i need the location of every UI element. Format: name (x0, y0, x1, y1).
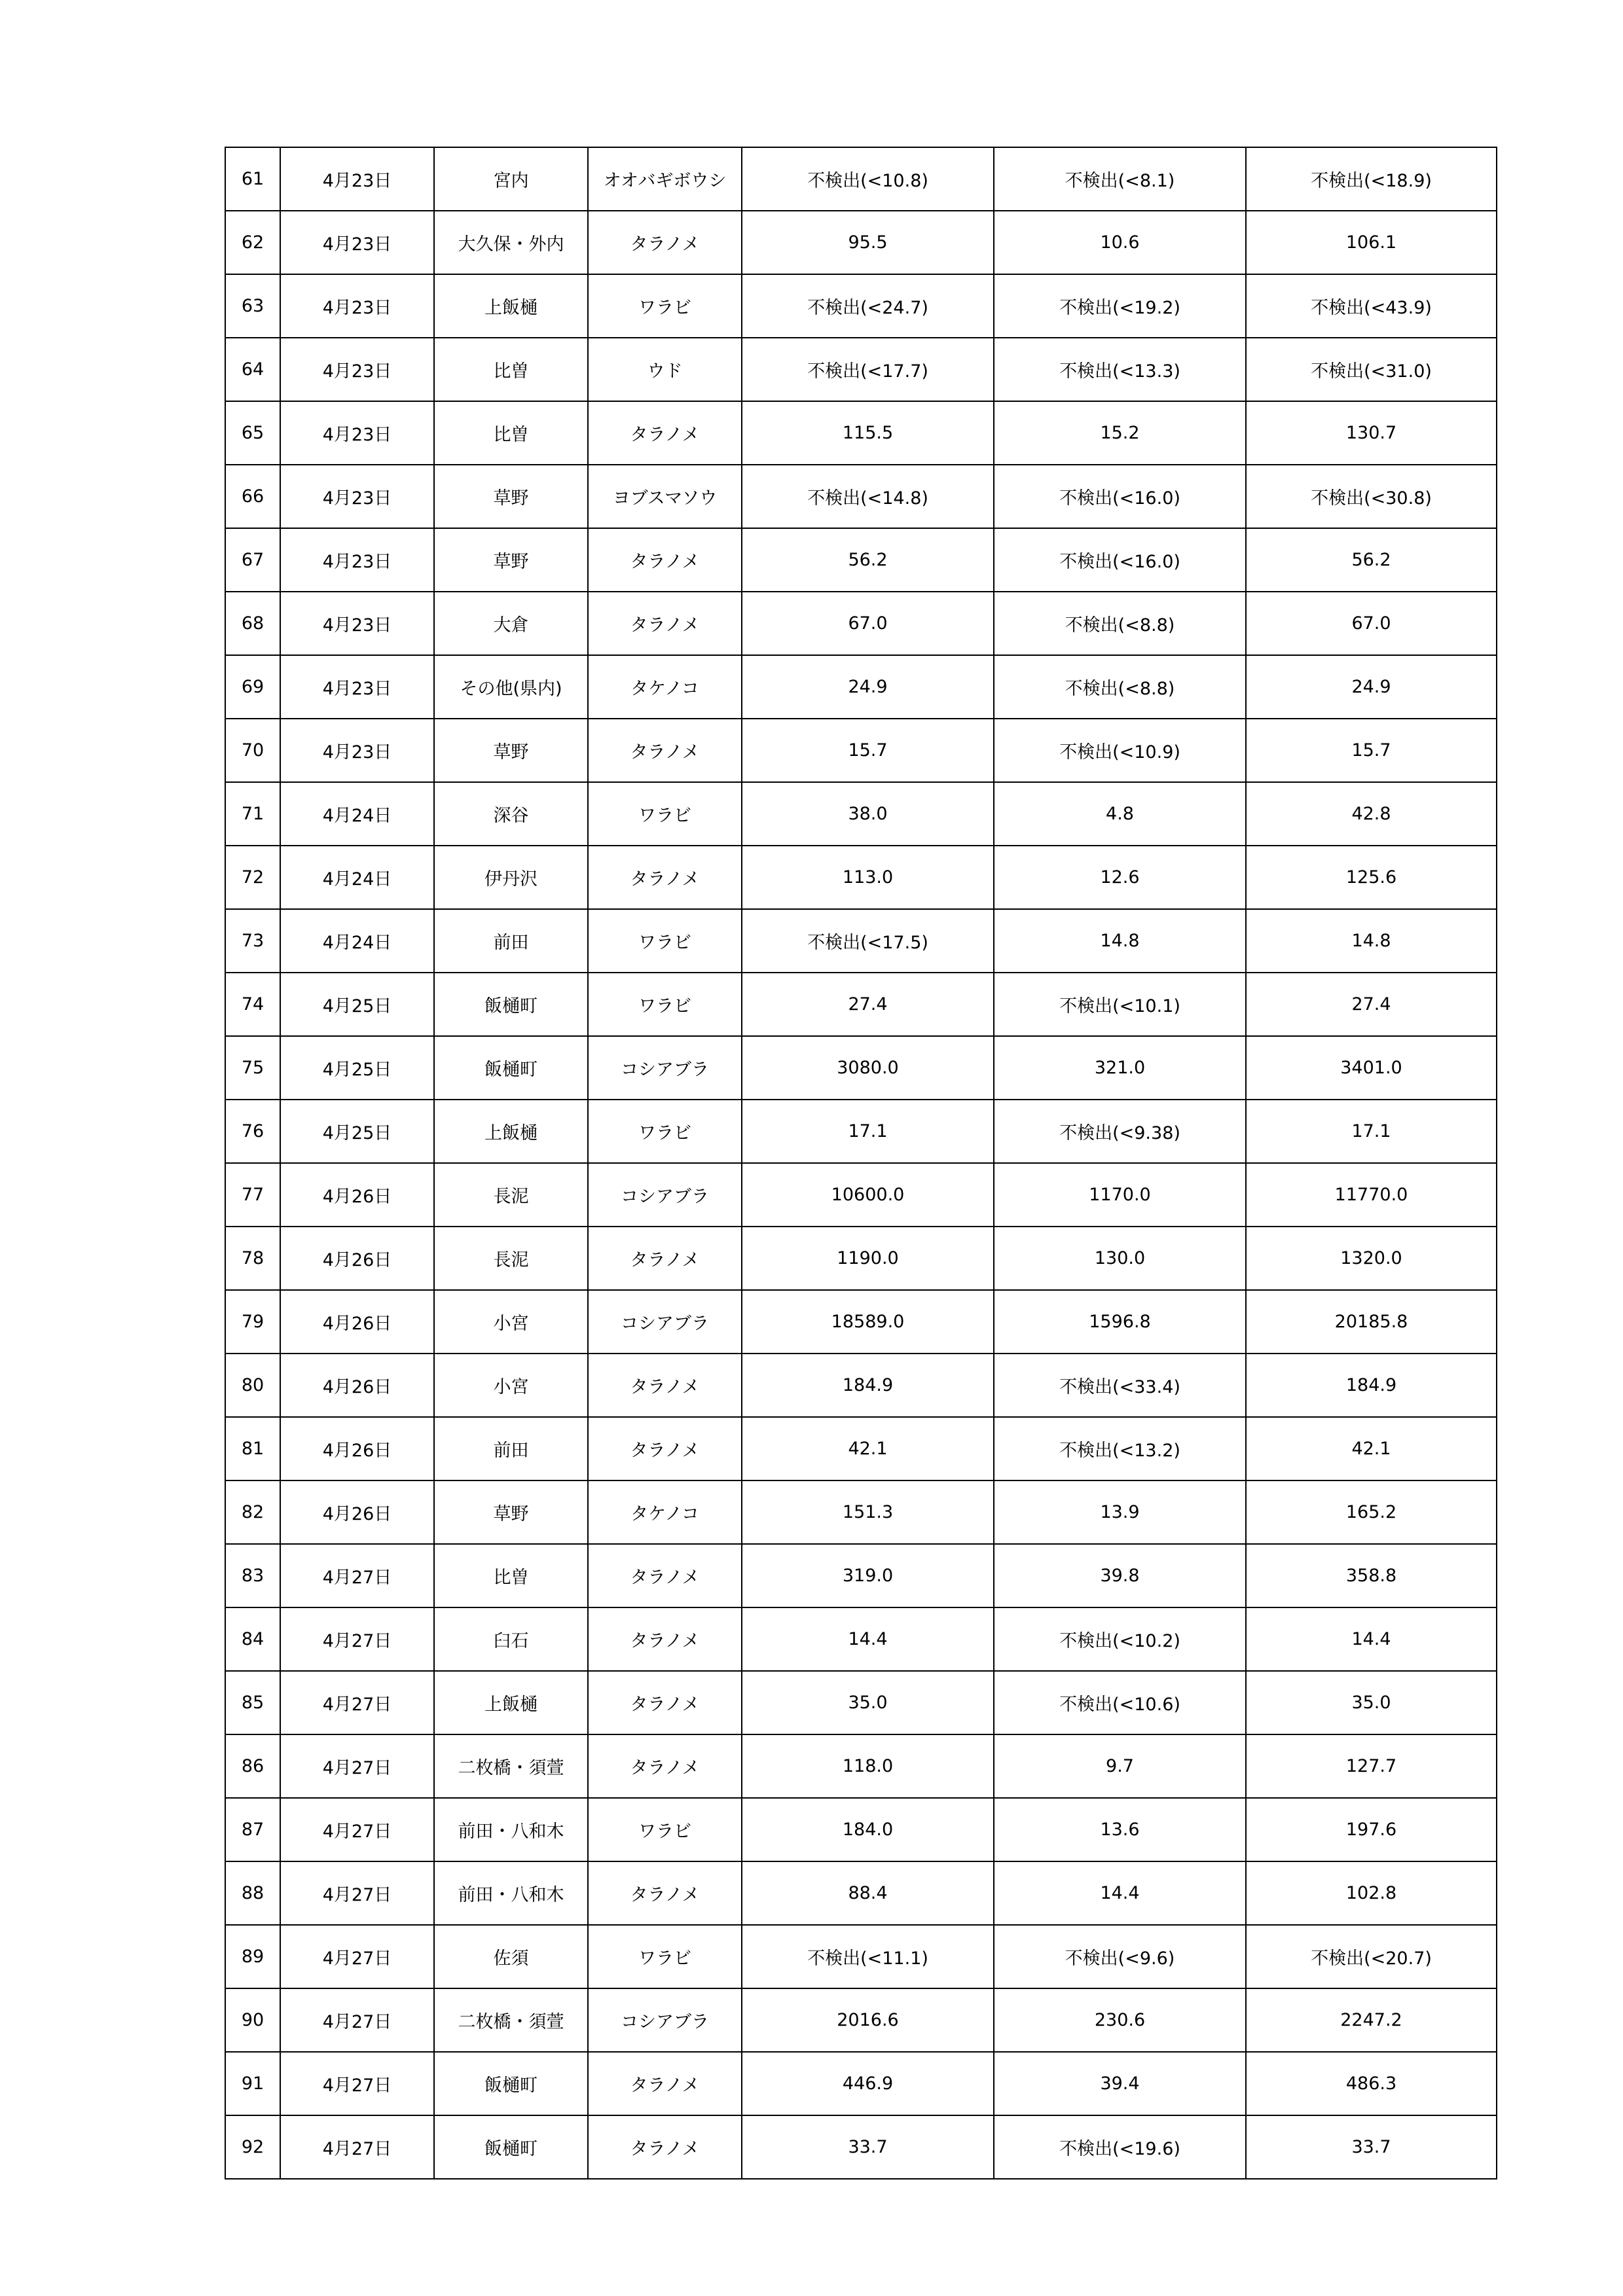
item-name-cell: タラノメ (588, 1607, 742, 1671)
sample-number-cell: 89 (225, 1925, 280, 1988)
sampling-date-cell: 4月26日 (280, 1227, 434, 1290)
item-name-cell: タラノメ (588, 1354, 742, 1417)
item-name-cell: タラノメ (588, 211, 742, 274)
table-row (225, 592, 1497, 655)
table-row (225, 1354, 1497, 1417)
item-name-cell: タラノメ (588, 1417, 742, 1480)
item-name-cell: ヨブスマソウ (588, 465, 742, 528)
table-row (225, 1607, 1497, 1671)
table-row (225, 1861, 1497, 1925)
sample-number-cell: 77 (225, 1163, 280, 1227)
value-column-1-cell: 2016.6 (742, 1988, 994, 2052)
value-column-1-cell: 14.4 (742, 1607, 994, 1671)
value-column-3-cell: 56.2 (1246, 528, 1497, 592)
item-name-cell: タラノメ (588, 1227, 742, 1290)
table-row (225, 846, 1497, 909)
item-name-cell: ワラビ (588, 973, 742, 1036)
location-cell: 上飯樋 (434, 1671, 588, 1734)
location-cell: 上飯樋 (434, 1100, 588, 1163)
value-column-3-cell: 不検出(<31.0) (1246, 338, 1497, 401)
location-cell: 長泥 (434, 1163, 588, 1227)
sample-number-cell: 66 (225, 465, 280, 528)
location-cell: 臼石 (434, 1607, 588, 1671)
value-column-1-cell: 33.7 (742, 2115, 994, 2179)
value-column-2-cell: 不検出(<8.1) (994, 147, 1246, 211)
value-column-1-cell: 88.4 (742, 1861, 994, 1925)
value-column-2-cell: 不検出(<10.2) (994, 1607, 1246, 1671)
value-column-1-cell: 15.7 (742, 719, 994, 782)
value-column-3-cell: 14.8 (1246, 909, 1497, 973)
location-cell: 飯樋町 (434, 2115, 588, 2179)
item-name-cell: タケノコ (588, 655, 742, 719)
value-column-3-cell: 不検出(<18.9) (1246, 147, 1497, 211)
sampling-date-cell: 4月26日 (280, 1163, 434, 1227)
sampling-date-cell: 4月27日 (280, 2115, 434, 2179)
table-row (225, 401, 1497, 465)
value-column-3-cell: 不検出(<30.8) (1246, 465, 1497, 528)
value-column-3-cell: 24.9 (1246, 655, 1497, 719)
sample-number-cell: 76 (225, 1100, 280, 1163)
value-column-3-cell: 165.2 (1246, 1480, 1497, 1544)
table-row (225, 909, 1497, 973)
value-column-2-cell: 1170.0 (994, 1163, 1246, 1227)
value-column-1-cell: 18589.0 (742, 1290, 994, 1354)
sampling-date-cell: 4月27日 (280, 1734, 434, 1798)
value-column-1-cell: 95.5 (742, 211, 994, 274)
results-table-body (225, 147, 1497, 2179)
table-row (225, 147, 1497, 211)
value-column-3-cell: 17.1 (1246, 1100, 1497, 1163)
value-column-2-cell: 不検出(<8.8) (994, 655, 1246, 719)
value-column-2-cell: 13.9 (994, 1480, 1246, 1544)
value-column-1-cell: 35.0 (742, 1671, 994, 1734)
sample-number-cell: 75 (225, 1036, 280, 1100)
location-cell: 比曽 (434, 338, 588, 401)
sampling-date-cell: 4月27日 (280, 1607, 434, 1671)
table-row (225, 1036, 1497, 1100)
table-row (225, 1671, 1497, 1734)
location-cell: 小宮 (434, 1354, 588, 1417)
value-column-2-cell: 不検出(<9.38) (994, 1100, 1246, 1163)
value-column-2-cell: 不検出(<33.4) (994, 1354, 1246, 1417)
value-column-1-cell: 446.9 (742, 2052, 994, 2115)
sampling-date-cell: 4月25日 (280, 1100, 434, 1163)
value-column-2-cell: 不検出(<19.6) (994, 2115, 1246, 2179)
location-cell: 小宮 (434, 1290, 588, 1354)
item-name-cell: ワラビ (588, 782, 742, 846)
value-column-2-cell: 不検出(<13.2) (994, 1417, 1246, 1480)
value-column-2-cell: 4.8 (994, 782, 1246, 846)
table-row (225, 2115, 1497, 2179)
sampling-date-cell: 4月23日 (280, 528, 434, 592)
value-column-1-cell: 151.3 (742, 1480, 994, 1544)
item-name-cell: タラノメ (588, 2052, 742, 2115)
table-row (225, 655, 1497, 719)
table-row (225, 1734, 1497, 1798)
sample-number-cell: 91 (225, 2052, 280, 2115)
value-column-2-cell: 12.6 (994, 846, 1246, 909)
value-column-2-cell: 230.6 (994, 1988, 1246, 2052)
table-row (225, 1544, 1497, 1607)
table-row (225, 1480, 1497, 1544)
table-row (225, 719, 1497, 782)
item-name-cell: コシアブラ (588, 1988, 742, 2052)
sampling-date-cell: 4月27日 (280, 2052, 434, 2115)
value-column-1-cell: 118.0 (742, 1734, 994, 1798)
location-cell: 前田 (434, 1417, 588, 1480)
results-sheet (225, 147, 1496, 2179)
location-cell: 大久保・外内 (434, 211, 588, 274)
item-name-cell: ウド (588, 338, 742, 401)
sampling-date-cell: 4月27日 (280, 1925, 434, 1988)
value-column-3-cell: 1320.0 (1246, 1227, 1497, 1290)
value-column-1-cell: 不検出(<24.7) (742, 274, 994, 338)
location-cell: 草野 (434, 1480, 588, 1544)
location-cell: 佐須 (434, 1925, 588, 1988)
value-column-2-cell: 10.6 (994, 211, 1246, 274)
sampling-date-cell: 4月23日 (280, 465, 434, 528)
value-column-2-cell: 130.0 (994, 1227, 1246, 1290)
value-column-3-cell: 130.7 (1246, 401, 1497, 465)
sampling-date-cell: 4月23日 (280, 655, 434, 719)
value-column-2-cell: 13.6 (994, 1798, 1246, 1861)
value-column-1-cell: 56.2 (742, 528, 994, 592)
value-column-3-cell: 15.7 (1246, 719, 1497, 782)
value-column-3-cell: 106.1 (1246, 211, 1497, 274)
location-cell: 飯樋町 (434, 1036, 588, 1100)
item-name-cell: タラノメ (588, 1671, 742, 1734)
sample-number-cell: 71 (225, 782, 280, 846)
sample-number-cell: 92 (225, 2115, 280, 2179)
sample-number-cell: 62 (225, 211, 280, 274)
sample-number-cell: 81 (225, 1417, 280, 1480)
sampling-date-cell: 4月23日 (280, 147, 434, 211)
sample-number-cell: 88 (225, 1861, 280, 1925)
location-cell: 二枚橋・須萱 (434, 1734, 588, 1798)
value-column-3-cell: 不検出(<20.7) (1246, 1925, 1497, 1988)
value-column-3-cell: 27.4 (1246, 973, 1497, 1036)
table-row (225, 1163, 1497, 1227)
sample-number-cell: 87 (225, 1798, 280, 1861)
table-row (225, 1988, 1497, 2052)
item-name-cell: ワラビ (588, 909, 742, 973)
sampling-date-cell: 4月23日 (280, 401, 434, 465)
sample-number-cell: 72 (225, 846, 280, 909)
value-column-1-cell: 不検出(<10.8) (742, 147, 994, 211)
table-row (225, 1925, 1497, 1988)
location-cell: 比曽 (434, 401, 588, 465)
table-row (225, 528, 1497, 592)
sample-number-cell: 70 (225, 719, 280, 782)
value-column-3-cell: 125.6 (1246, 846, 1497, 909)
sampling-date-cell: 4月26日 (280, 1417, 434, 1480)
item-name-cell: コシアブラ (588, 1290, 742, 1354)
sampling-date-cell: 4月23日 (280, 719, 434, 782)
value-column-3-cell: 486.3 (1246, 2052, 1497, 2115)
sampling-date-cell: 4月26日 (280, 1290, 434, 1354)
sample-number-cell: 80 (225, 1354, 280, 1417)
value-column-3-cell: 358.8 (1246, 1544, 1497, 1607)
value-column-2-cell: 321.0 (994, 1036, 1246, 1100)
value-column-2-cell: 14.4 (994, 1861, 1246, 1925)
sample-number-cell: 63 (225, 274, 280, 338)
table-row (225, 1417, 1497, 1480)
value-column-2-cell: 不検出(<16.0) (994, 528, 1246, 592)
value-column-3-cell: 33.7 (1246, 2115, 1497, 2179)
value-column-3-cell: 67.0 (1246, 592, 1497, 655)
table-row (225, 211, 1497, 274)
location-cell: 前田・八和木 (434, 1861, 588, 1925)
value-column-2-cell: 1596.8 (994, 1290, 1246, 1354)
value-column-1-cell: 24.9 (742, 655, 994, 719)
location-cell: 前田・八和木 (434, 1798, 588, 1861)
item-name-cell: コシアブラ (588, 1163, 742, 1227)
location-cell: 長泥 (434, 1227, 588, 1290)
value-column-3-cell: 14.4 (1246, 1607, 1497, 1671)
item-name-cell: ワラビ (588, 274, 742, 338)
value-column-2-cell: 9.7 (994, 1734, 1246, 1798)
sampling-date-cell: 4月27日 (280, 1861, 434, 1925)
sampling-date-cell: 4月24日 (280, 846, 434, 909)
value-column-3-cell: 42.8 (1246, 782, 1497, 846)
sampling-date-cell: 4月26日 (280, 1480, 434, 1544)
value-column-1-cell: 319.0 (742, 1544, 994, 1607)
value-column-2-cell: 15.2 (994, 401, 1246, 465)
sampling-date-cell: 4月23日 (280, 211, 434, 274)
value-column-1-cell: 184.0 (742, 1798, 994, 1861)
sample-number-cell: 84 (225, 1607, 280, 1671)
value-column-1-cell: 不検出(<11.1) (742, 1925, 994, 1988)
value-column-2-cell: 不検出(<10.6) (994, 1671, 1246, 1734)
sample-number-cell: 64 (225, 338, 280, 401)
table-row (225, 274, 1497, 338)
sample-number-cell: 79 (225, 1290, 280, 1354)
sample-number-cell: 67 (225, 528, 280, 592)
sampling-date-cell: 4月23日 (280, 592, 434, 655)
value-column-1-cell: 67.0 (742, 592, 994, 655)
value-column-2-cell: 14.8 (994, 909, 1246, 973)
item-name-cell: ワラビ (588, 1100, 742, 1163)
value-column-3-cell: 42.1 (1246, 1417, 1497, 1480)
table-row (225, 1290, 1497, 1354)
sample-number-cell: 78 (225, 1227, 280, 1290)
sample-number-cell: 74 (225, 973, 280, 1036)
value-column-3-cell: 184.9 (1246, 1354, 1497, 1417)
value-column-1-cell: 27.4 (742, 973, 994, 1036)
table-row (225, 1227, 1497, 1290)
sample-number-cell: 82 (225, 1480, 280, 1544)
value-column-1-cell: 10600.0 (742, 1163, 994, 1227)
location-cell: 上飯樋 (434, 274, 588, 338)
sample-number-cell: 85 (225, 1671, 280, 1734)
value-column-2-cell: 不検出(<10.9) (994, 719, 1246, 782)
location-cell: 伊丹沢 (434, 846, 588, 909)
location-cell: 二枚橋・須萱 (434, 1988, 588, 2052)
table-row (225, 1798, 1497, 1861)
value-column-3-cell: 3401.0 (1246, 1036, 1497, 1100)
sample-number-cell: 86 (225, 1734, 280, 1798)
sample-number-cell: 73 (225, 909, 280, 973)
value-column-1-cell: 115.5 (742, 401, 994, 465)
item-name-cell: タラノメ (588, 528, 742, 592)
sampling-date-cell: 4月27日 (280, 1671, 434, 1734)
location-cell: 飯樋町 (434, 973, 588, 1036)
item-name-cell: タラノメ (588, 401, 742, 465)
sampling-date-cell: 4月24日 (280, 909, 434, 973)
location-cell: 飯樋町 (434, 2052, 588, 2115)
item-name-cell: タラノメ (588, 592, 742, 655)
value-column-2-cell: 39.4 (994, 2052, 1246, 2115)
sampling-date-cell: 4月23日 (280, 274, 434, 338)
value-column-3-cell: 127.7 (1246, 1734, 1497, 1798)
location-cell: 比曽 (434, 1544, 588, 1607)
sampling-date-cell: 4月25日 (280, 973, 434, 1036)
table-row (225, 973, 1497, 1036)
sampling-date-cell: 4月27日 (280, 1544, 434, 1607)
value-column-2-cell: 不検出(<9.6) (994, 1925, 1246, 1988)
value-column-1-cell: 不検出(<14.8) (742, 465, 994, 528)
value-column-3-cell: 197.6 (1246, 1798, 1497, 1861)
item-name-cell: タラノメ (588, 1734, 742, 1798)
results-table (225, 147, 1497, 2179)
value-column-1-cell: 3080.0 (742, 1036, 994, 1100)
value-column-3-cell: 20185.8 (1246, 1290, 1497, 1354)
value-column-2-cell: 不検出(<10.1) (994, 973, 1246, 1036)
location-cell: 大倉 (434, 592, 588, 655)
value-column-2-cell: 不検出(<13.3) (994, 338, 1246, 401)
sampling-date-cell: 4月24日 (280, 782, 434, 846)
item-name-cell: タラノメ (588, 2115, 742, 2179)
table-row (225, 465, 1497, 528)
sampling-date-cell: 4月25日 (280, 1036, 434, 1100)
value-column-3-cell: 35.0 (1246, 1671, 1497, 1734)
value-column-3-cell: 2247.2 (1246, 1988, 1497, 2052)
location-cell: 草野 (434, 528, 588, 592)
value-column-2-cell: 不検出(<8.8) (994, 592, 1246, 655)
sample-number-cell: 83 (225, 1544, 280, 1607)
sampling-date-cell: 4月23日 (280, 338, 434, 401)
value-column-3-cell: 11770.0 (1246, 1163, 1497, 1227)
location-cell: 草野 (434, 719, 588, 782)
value-column-1-cell: 1190.0 (742, 1227, 994, 1290)
value-column-1-cell: 38.0 (742, 782, 994, 846)
item-name-cell: オオバギボウシ (588, 147, 742, 211)
sample-number-cell: 68 (225, 592, 280, 655)
item-name-cell: コシアブラ (588, 1036, 742, 1100)
sample-number-cell: 69 (225, 655, 280, 719)
item-name-cell: タラノメ (588, 846, 742, 909)
sample-number-cell: 61 (225, 147, 280, 211)
table-row (225, 338, 1497, 401)
location-cell: 宮内 (434, 147, 588, 211)
location-cell: 草野 (434, 465, 588, 528)
item-name-cell: ワラビ (588, 1798, 742, 1861)
table-row (225, 782, 1497, 846)
value-column-2-cell: 39.8 (994, 1544, 1246, 1607)
value-column-2-cell: 不検出(<19.2) (994, 274, 1246, 338)
table-row (225, 1100, 1497, 1163)
location-cell: 前田 (434, 909, 588, 973)
item-name-cell: ワラビ (588, 1925, 742, 1988)
value-column-3-cell: 102.8 (1246, 1861, 1497, 1925)
sample-number-cell: 90 (225, 1988, 280, 2052)
item-name-cell: タケノコ (588, 1480, 742, 1544)
value-column-1-cell: 不検出(<17.5) (742, 909, 994, 973)
value-column-2-cell: 不検出(<16.0) (994, 465, 1246, 528)
value-column-1-cell: 42.1 (742, 1417, 994, 1480)
value-column-1-cell: 不検出(<17.7) (742, 338, 994, 401)
sampling-date-cell: 4月27日 (280, 1988, 434, 2052)
value-column-1-cell: 113.0 (742, 846, 994, 909)
sample-number-cell: 65 (225, 401, 280, 465)
item-name-cell: タラノメ (588, 719, 742, 782)
value-column-1-cell: 184.9 (742, 1354, 994, 1417)
item-name-cell: タラノメ (588, 1544, 742, 1607)
location-cell: その他(県内) (434, 655, 588, 719)
sampling-date-cell: 4月27日 (280, 1798, 434, 1861)
item-name-cell: タラノメ (588, 1861, 742, 1925)
value-column-3-cell: 不検出(<43.9) (1246, 274, 1497, 338)
sampling-date-cell: 4月26日 (280, 1354, 434, 1417)
table-row (225, 2052, 1497, 2115)
value-column-1-cell: 17.1 (742, 1100, 994, 1163)
location-cell: 深谷 (434, 782, 588, 846)
